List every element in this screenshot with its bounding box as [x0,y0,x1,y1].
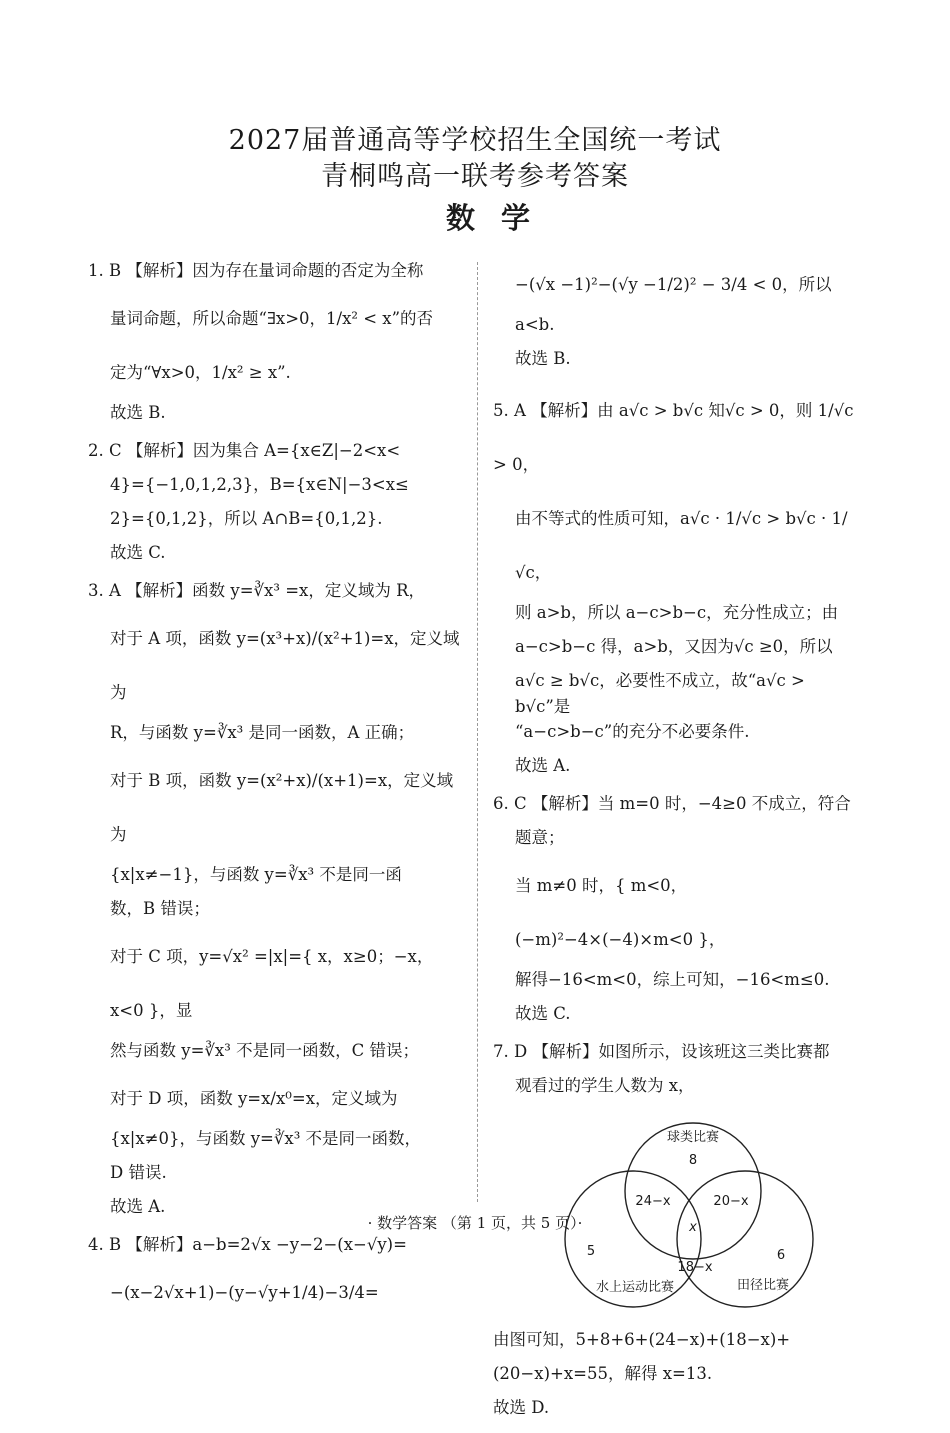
question-4 [88,1232,460,1320]
q4-cont-line: 故选 B. [515,349,571,368]
q3-line: 对于 D 项，函数 y=x/x⁰=x，定义域为 [110,1089,398,1108]
q3-line: D 错误. [110,1163,167,1182]
question-1 [88,258,460,434]
venn-center: x [689,1220,697,1236]
q6-line: 题意； [515,828,565,848]
q3-line: {x|x≠−1}，与函数 y=∛x³ 不是同一函 [110,865,402,884]
q4-line: 4. B 【解析】a−b=2√x −y−2−(x−√y)= [88,1235,407,1254]
title-line-1: 2027届普通高等学校招生全国统一考试 [228,125,722,156]
question-4-continued [493,258,865,380]
q3-line: 对于 B 项，函数 y=(x²+x)/(x+1)=x，定义域为 [110,771,454,844]
q7-line: 观看过的学生人数为 x， [515,1076,695,1096]
q1-line: 量词命题，所以命题“∃x>0，1/x² < x”的否 [110,309,434,328]
q3-line: 3. A 【解析】函数 y=∛x³ =x，定义域为 R， [88,581,426,600]
q1-line: 定为“∀x>0，1/x² ≥ x”. [110,363,291,382]
question-7 [493,1039,865,1107]
q6-line: 解得−16<m<0，综上可知，−16<m≤0. [515,970,830,990]
question-2 [88,438,460,574]
q2-line: 故选 C. [110,543,166,562]
q7-line: 7. D 【解析】如图所示，设该班这三类比赛都 [493,1042,830,1062]
q3-line: 然与函数 y=∛x³ 不是同一函数，C 错误； [110,1041,419,1060]
q2-line: 4}={−1,0,1,2,3}，B={x∈N|−3<x≤ [110,475,409,494]
q3-line: 对于 A 项，函数 y=(x³+x)/(x²+1)=x，定义域为 [110,629,460,702]
q2-line: 2. C 【解析】因为集合 A={x∈Z|−2<x< [88,441,401,460]
question-6 [493,791,865,1035]
q5-line: 则 a>b，所以 a−c>b−c，充分性成立；由 [515,603,839,622]
left-column [88,258,460,1324]
venn-label-top: 球类比赛 [666,1130,720,1146]
venn-label-right: 田径比赛 [736,1278,790,1294]
q5-line: a−c>b−c 得，a>b，又因为√c ≥0，所以 [515,637,833,656]
venn-only-right: 6 [776,1248,786,1264]
q3-line: 故选 A. [110,1197,166,1216]
q3-line: 数，B 错误； [110,899,210,918]
q4-line: −(x−2√x+1)−(y−√y+1/4)−3/4= [110,1283,379,1302]
venn-left-right: 18−x [677,1260,713,1276]
q4-cont-line: −(√x −1)²−(√y −1/2)² − 3/4 < 0，所以 [515,275,832,294]
subject-heading: 数学 [445,201,556,235]
question-5 [493,384,865,787]
q5-line: 故选 A. [515,756,571,776]
q1-line: 1. B 【解析】因为存在量词命题的否定为全称 [88,261,424,280]
q6-line: 当 m≠0 时，{ m<0，(−m)²−4×(−4)×m<0 }， [515,876,726,950]
q6-line: 6. C 【解析】当 m=0 时，−4≥0 不成立，符合 [493,794,851,814]
q5-line: 由不等式的性质可知，a√c · 1/√c > b√c · 1/√c， [515,509,848,582]
question-3 [88,578,460,1228]
title-line-2: 青桐鸣高一联考参考答案 [321,161,629,192]
q7-cont-line: (20−x)+x=55，解得 x=13. [493,1363,713,1383]
q7-cont-line: 由图可知，5+8+6+(24−x)+(18−x)+ [493,1329,791,1349]
venn-label-left: 水上运动比赛 [595,1280,675,1296]
venn-only-left: 5 [586,1244,596,1260]
q3-line: R，与函数 y=∛x³ 是同一函数，A 正确； [110,723,415,742]
q7-cont-line: 故选 D. [493,1397,550,1417]
venn-only-top: 8 [688,1153,698,1169]
question-7-continued [493,1327,865,1429]
q3-line: 对于 C 项，y=√x² =|x|={ x，x≥0；−x，x<0 }，显 [110,947,434,1020]
q5-line: 5. A 【解析】由 a√c > b√c 知√c > 0，则 1/√c > 0， [493,401,854,474]
q4-cont-line: a<b. [515,315,555,334]
column-divider [477,262,478,1202]
q6-line: 故选 C. [515,1004,571,1024]
q5-line: “a−c>b−c”的充分不必要条件. [515,722,750,742]
q1-line: 故选 B. [110,403,166,422]
venn-top-right: 20−x [713,1194,749,1210]
page-footer: · 数学答案 （第 1 页，共 5 页）· [367,1214,583,1232]
q5-line: a√c ≥ b√c，必要性不成立，故“a√c > b√c”是 [515,671,805,716]
q2-line: 2}={0,1,2}，所以 A∩B={0,1,2}. [110,509,383,528]
q3-line: {x|x≠0}，与函数 y=∛x³ 不是同一函数， [110,1129,422,1148]
right-column [493,258,865,1433]
venn-top-left: 24−x [635,1194,671,1210]
